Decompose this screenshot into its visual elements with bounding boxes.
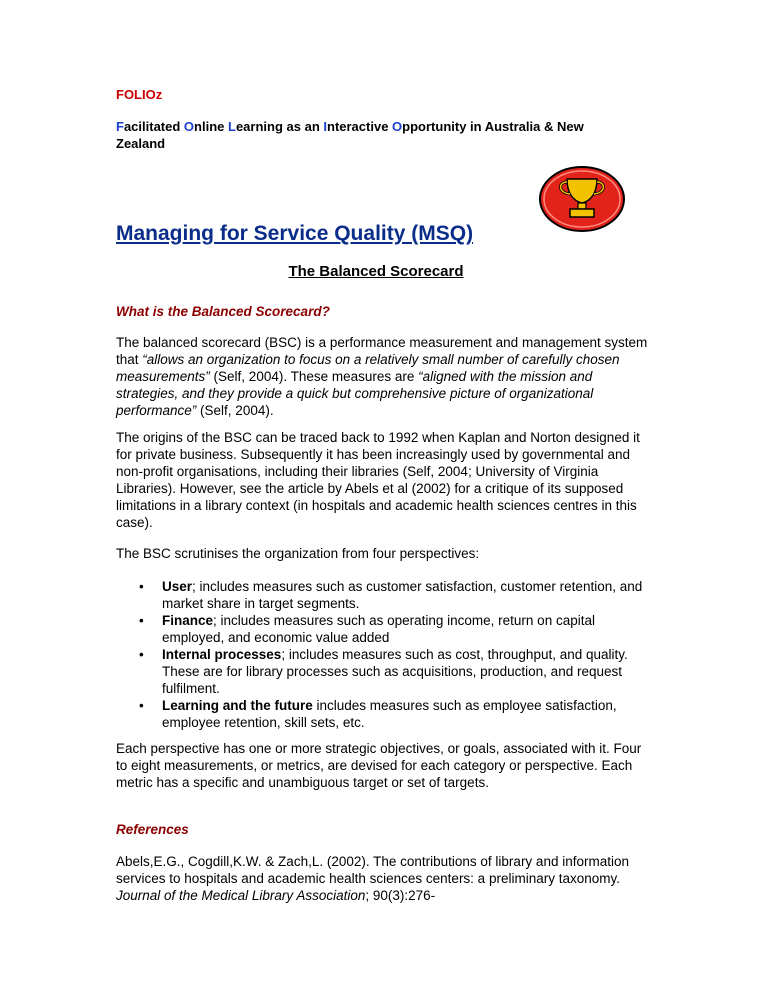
page-subtitle: The Balanced Scorecard <box>288 263 464 280</box>
list-item-text: ; includes measures such as operating income, return on capital employed, and economic value added <box>162 613 595 645</box>
tagline-cap: L <box>228 119 236 134</box>
paragraph-objectives: Each perspective has one or more strategic objectives, or goals, associated with it. Four to eight measurements, or metrics, are devised for each category or perspective. Each metric has a specific and unambiguous target or set of targets. <box>116 741 642 790</box>
paragraph-origins: The origins of the BSC can be traced back to 1992 when Kaplan and Norton designed it for private business. Subsequently it has been increasingly used by governmental and non-profit organisations, including their libraries (Self, 2004; University of Virginia Libraries). However, see the article by Abels et al (2002) for a critique of its supposed limitations in a library context (in hospitals and academic health sciences centres in this case). <box>116 430 640 530</box>
list-item-term: Internal processes <box>162 647 282 662</box>
tagline-text: pportunity in Australia & New Zealand <box>116 119 584 151</box>
bullet-icon: • <box>139 579 144 594</box>
list-item-text: ; includes measures such as cost, throughput, and quality. These are for library processes such as acquisitions, production, and request fulfilment. <box>162 647 628 696</box>
paragraph-perspectives: The BSC scrutinises the organization from four perspectives: <box>116 546 480 561</box>
brand-name: FOLIOz <box>116 87 163 102</box>
list-item <box>116 578 654 612</box>
list-item-term: Finance <box>162 613 214 628</box>
tagline-text: nline <box>194 119 228 134</box>
bullet-icon: • <box>139 613 144 628</box>
quote: “allows an organization to focus on a relatively small number of carefully chosen measurements” <box>116 352 620 384</box>
quote: “aligned with the mission and strategies, and they provide a quick but comprehensive picture of organizational performance” <box>116 369 594 418</box>
tagline-text: earning as an <box>235 119 324 134</box>
bullet-icon: • <box>139 698 144 713</box>
journal-title: Journal of the Medical Library Association <box>116 888 366 903</box>
list-item <box>116 612 654 646</box>
text: The balanced scorecard (BSC) is a performance measurement and management system that <box>116 335 648 367</box>
tagline-cap: I <box>323 119 327 134</box>
list-item-text: includes measures such as employee satisfaction, employee retention, skill sets, etc. <box>162 698 617 730</box>
tagline-cap: F <box>116 119 124 134</box>
text: Abels,E.G., Cogdill,K.W. & Zach,L. (2002). The contributions of library and information services to hospitals and academic health sciences centers: a preliminary taxonomy. <box>116 854 629 886</box>
paragraph-intro <box>116 334 654 419</box>
text: ; 90(3):276- <box>365 888 436 903</box>
list-item-term: User <box>162 579 193 594</box>
text: (Self, 2004). These measures are <box>209 369 419 384</box>
tagline-cap: O <box>392 119 403 134</box>
list-item-text: ; includes measures such as customer satisfaction, customer retention, and market share in target segments. <box>162 579 643 611</box>
text: (Self, 2004). <box>196 403 274 418</box>
list-item-term: Learning and the future <box>162 698 313 713</box>
section-heading: What is the Balanced Scorecard? <box>116 304 330 319</box>
tagline-cap: O <box>183 119 195 134</box>
references-heading: References <box>116 822 189 837</box>
list-item <box>116 646 654 697</box>
perspectives-list <box>116 578 654 731</box>
tagline-text: acilitated <box>123 119 184 134</box>
page-title: Managing for Service Quality (MSQ) <box>116 222 474 245</box>
trophy-icon <box>537 165 627 233</box>
reference-item <box>116 853 654 904</box>
tagline-text: nteractive <box>327 119 393 134</box>
bullet-icon: • <box>139 647 144 662</box>
tagline <box>116 118 636 152</box>
list-item <box>116 697 654 731</box>
